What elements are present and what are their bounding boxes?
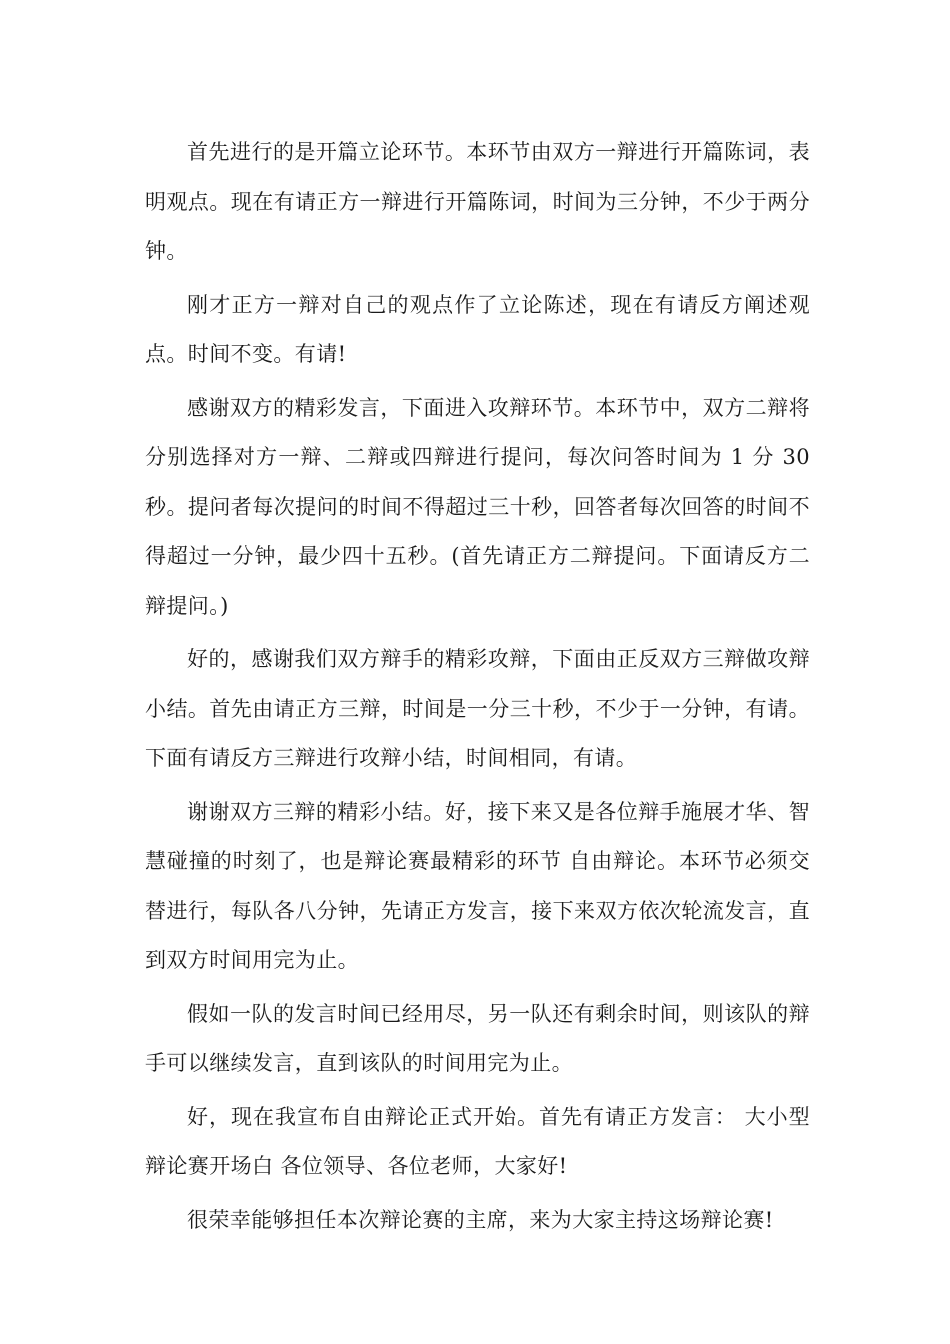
paragraph-host-intro: 很荣幸能够担任本次辩论赛的主席，来为大家主持这场辩论赛! xyxy=(187,1207,774,1232)
paragraph-free-debate: 谢谢双方三辩的精彩小结。好，接下来又是各位辩手施展才华、智慧碰撞的时刻了，也是辩论赛最精彩的环节 自由辩论。本环节必须交替进行，每队各八分钟，先请正方发言，接下来双方依次轮流发言，直到双方时间用完为止。 xyxy=(145,799,810,972)
paragraph-opening-statement: 首先进行的是开篇立论环节。本环节由双方一辩进行开篇陈词，表明观点。现在有请正方一辩进行开篇陈词，时间为三分钟，不少于两分钟。 xyxy=(145,140,810,263)
document-body xyxy=(145,128,810,1249)
paragraph-free-debate-start: 好，现在我宣布自由辩论正式开始。首先有请正方发言： 大小型辩论赛开场白 各位领导、各位老师，大家好! xyxy=(145,1104,810,1178)
paragraph-opposition-statement: 刚才正方一辩对自己的观点作了立论陈述，现在有请反方阐述观点。时间不变。有请! xyxy=(145,292,810,366)
paragraph-cross-summary: 好的，感谢我们双方辩手的精彩攻辩，下面由正反双方三辩做攻辩小结。首先由请正方三辩，时间是一分三十秒，不少于一分钟，有请。下面有请反方三辩进行攻辩小结，时间相同，有请。 xyxy=(145,647,810,770)
paragraph-cross-examination: 感谢双方的精彩发言，下面进入攻辩环节。本环节中，双方二辩将分别选择对方一辩、二辩或四辩进行提问，每次问答时间为 1 分 30 秒。提问者每次提问的时间不得超过三十秒，回答者每次回答的时间不得超过一分钟，最少四十五秒。(首先请正方二辩提问。下面请反方二辩提问。) xyxy=(145,395,810,618)
paragraph-remaining-time: 假如一队的发言时间已经用尽，另一队还有剩余时间，则该队的辩手可以继续发言，直到该队的时间用完为止。 xyxy=(145,1001,810,1075)
